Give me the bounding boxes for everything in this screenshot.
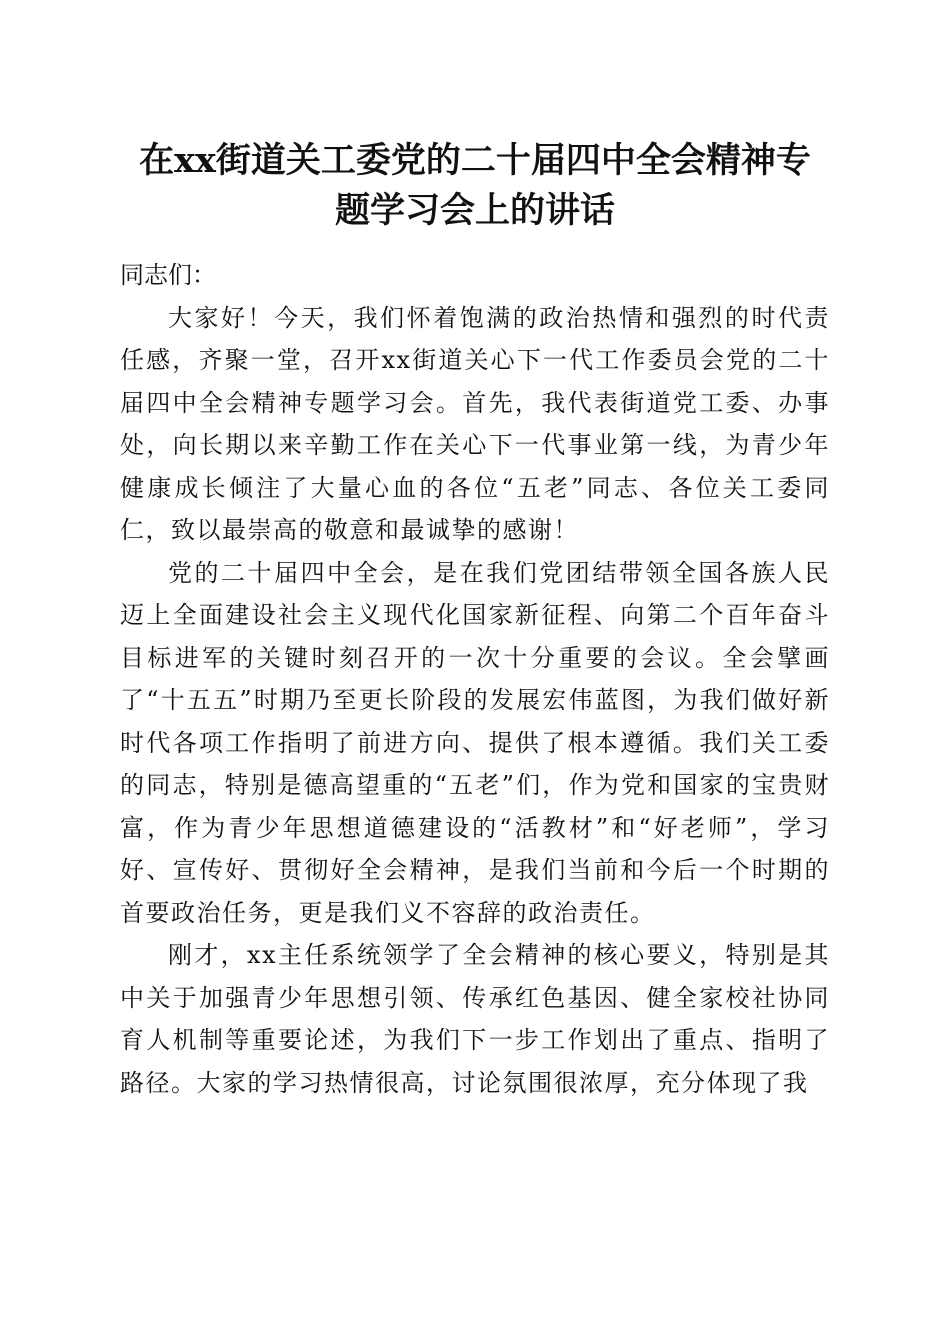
- paragraph-1: 大家好！今天，我们怀着饱满的政治热情和强烈的时代责任感，齐聚一堂，召开xx街道关心下一代工作委员会党的二十届四中全会精神专题学习会。首先，我代表街道党工委、办事处，向长期以来辛勤工作在关心下一代事业第一线，为青少年健康成长倾注了大量心血的各位“五老”同志、各位关工委同仁，致以最崇高的敬意和最诚挚的感谢！: [120, 303, 830, 544]
- document-body: [120, 254, 830, 1104]
- paragraph-2: 党的二十届四中全会，是在我们党团结带领全国各族人民迈上全面建设社会主义现代化国家新征程、向第二个百年奋斗目标进军的关键时刻召开的一次十分重要的会议。全会擘画了“十五五”时期乃至更长阶段的发展宏伟蓝图，为我们做好新时代各项工作指明了前进方向、提供了根本遵循。我们关工委的同志，特别是德高望重的“五老”们，作为党和国家的宝贵财富，作为青少年思想道德建设的“活教材”和“好老师”，学习好、宣传好、贯彻好全会精神，是我们当前和今后一个时期的首要政治任务，更是我们义不容辞的政治责任。: [120, 558, 830, 927]
- paragraph-3: 刚才，xx主任系统领学了全会精神的核心要义，特别是其中关于加强青少年思想引领、传承红色基因、健全家校社协同育人机制等重要论述，为我们下一步工作划出了重点、指明了路径。大家的学习热情很高，讨论氛围很浓厚，充分体现了我: [120, 941, 830, 1097]
- salutation: 同志们：: [120, 261, 216, 289]
- title-line-2: 题学习会上的讲话: [334, 190, 615, 231]
- document-title: [110, 136, 840, 236]
- title-line-1: 在xx街道关工委党的二十届四中全会精神专: [139, 140, 811, 181]
